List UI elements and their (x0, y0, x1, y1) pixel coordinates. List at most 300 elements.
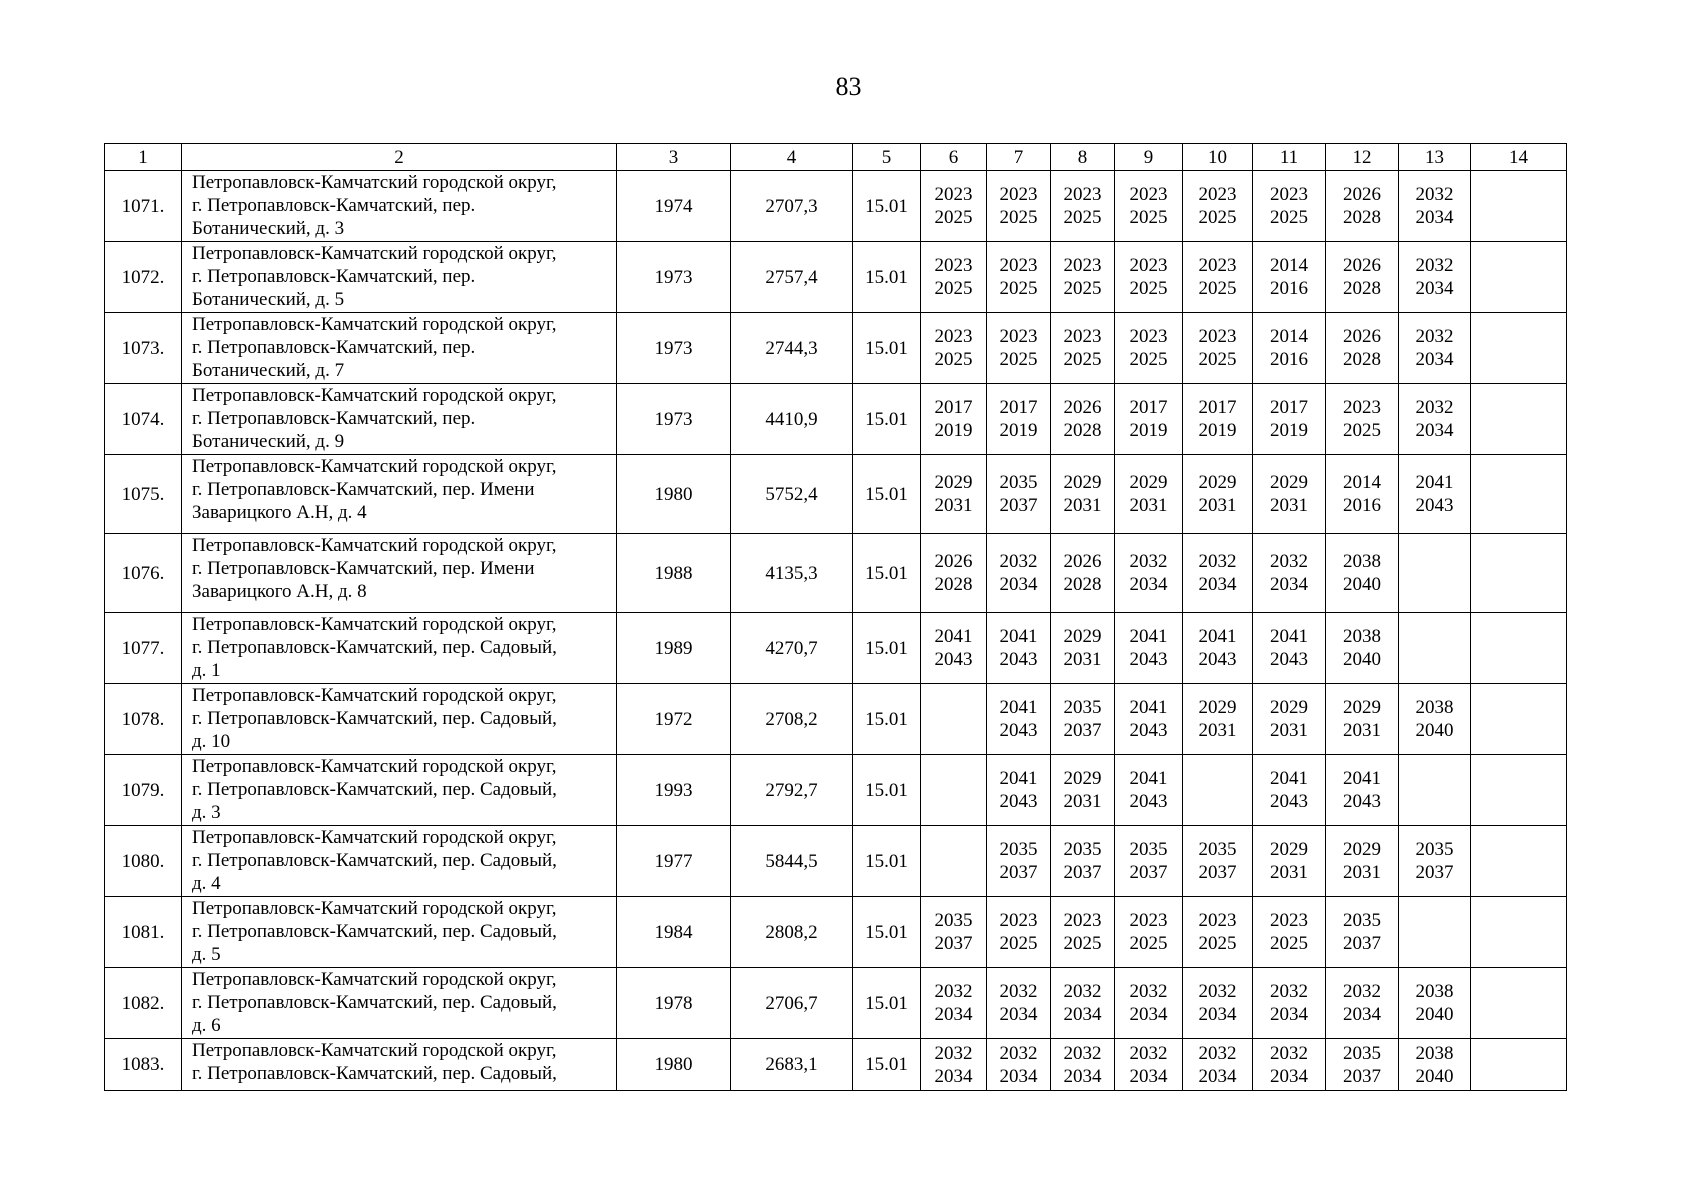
period-cell-col-6 (921, 384, 987, 455)
column-header-7: 7 (987, 144, 1051, 171)
build-year: 1993 (617, 755, 731, 826)
period-end-year: 2025 (1129, 349, 1168, 370)
address-line: Ботанический, д. 5 (192, 289, 345, 310)
period-end-year: 2034 (1270, 574, 1308, 595)
period-cell-col-13 (1399, 755, 1471, 826)
period-end-year: 2031 (1198, 495, 1237, 516)
period-cell-col-12 (1326, 313, 1399, 384)
period-end-year: 2043 (1198, 649, 1237, 670)
period-end-year: 2028 (1343, 207, 1381, 228)
period-start-year: 2041 (1270, 768, 1308, 789)
period-start-year: 2032 (1415, 397, 1454, 418)
address-line: г. Петропавловск-Камчатский, пер. (192, 195, 476, 216)
period-cell-col-12 (1326, 826, 1399, 897)
period-cell-col-7 (987, 534, 1051, 613)
total-area: 5844,5 (731, 826, 853, 897)
address-cell (182, 171, 617, 242)
address-line: г. Петропавловск-Камчатский, пер. (192, 266, 476, 287)
period-start-year: 2023 (1129, 184, 1168, 205)
period-end-year: 2025 (1063, 933, 1102, 954)
period-cell-col-10 (1183, 1039, 1253, 1091)
period-start-year: 2032 (999, 1042, 1038, 1064)
row-number: 1076. (105, 534, 182, 613)
period-end-year: 2019 (1198, 420, 1237, 441)
period-cell-col-7 (987, 242, 1051, 313)
period-cell-col-13 (1399, 171, 1471, 242)
period-start-year: 2032 (999, 551, 1038, 572)
cost-code: 15.01 (853, 171, 921, 242)
period-start-year: 2041 (1129, 697, 1168, 718)
period-end-year: 2034 (1415, 349, 1454, 370)
address-line: г. Петропавловск-Камчатский, пер. Садовый, (192, 779, 557, 800)
build-year: 1973 (617, 242, 731, 313)
cost-code: 15.01 (853, 613, 921, 684)
period-cell-col-7 (987, 826, 1051, 897)
period-cell-col-9 (1115, 1039, 1183, 1091)
period-cell-col-6 (921, 455, 987, 534)
build-year: 1980 (617, 455, 731, 534)
address-line: г. Петропавловск-Камчатский, пер. (192, 337, 476, 358)
period-start-year: 2026 (1343, 255, 1381, 276)
period-cell-col-9 (1115, 384, 1183, 455)
period-end-year: 2040 (1415, 1065, 1454, 1087)
table-row (105, 613, 1567, 684)
period-end-year: 2016 (1270, 349, 1308, 370)
period-cell-col-14 (1471, 755, 1567, 826)
period-cell-col-14 (1471, 826, 1567, 897)
period-cell-col-14 (1471, 968, 1567, 1039)
period-start-year: 2032 (1198, 551, 1237, 572)
period-end-year: 2034 (1063, 1004, 1102, 1025)
table-row (105, 313, 1567, 384)
period-start-year: 2017 (1129, 397, 1168, 418)
address-cell (182, 613, 617, 684)
period-cell-col-8 (1051, 1039, 1115, 1091)
address-line: г. Петропавловск-Камчатский, пер. (192, 408, 476, 429)
period-start-year: 2035 (934, 910, 973, 931)
period-cell-col-7 (987, 613, 1051, 684)
period-start-year: 2035 (999, 472, 1038, 493)
period-end-year: 2037 (934, 933, 973, 954)
address-line: г. Петропавловск-Камчатский, пер. Садовый, (192, 708, 557, 729)
column-header-9: 9 (1115, 144, 1183, 171)
address-line: Заварицкого А.Н, д. 8 (192, 581, 367, 602)
period-cell-col-6 (921, 826, 987, 897)
period-end-year: 2025 (999, 207, 1038, 228)
address-line: Петропавловск-Камчатский городской округ, (192, 756, 557, 777)
period-start-year: 2029 (1270, 839, 1308, 860)
period-cell-col-13 (1399, 968, 1471, 1039)
period-start-year: 2041 (1270, 626, 1308, 647)
address-line: Петропавловск-Камчатский городской округ, (192, 614, 557, 635)
period-cell-col-10 (1183, 897, 1253, 968)
period-start-year: 2038 (1415, 697, 1454, 718)
total-area: 2707,3 (731, 171, 853, 242)
build-year: 1972 (617, 684, 731, 755)
period-start-year: 2032 (1129, 551, 1168, 572)
build-year: 1988 (617, 534, 731, 613)
column-header-12: 12 (1326, 144, 1399, 171)
period-cell-col-7 (987, 171, 1051, 242)
table-body (105, 171, 1567, 1091)
period-end-year: 2043 (1270, 791, 1308, 812)
address-cell (182, 897, 617, 968)
period-start-year: 2017 (934, 397, 973, 418)
period-cell-col-8 (1051, 242, 1115, 313)
period-start-year: 2035 (1129, 839, 1168, 860)
period-end-year: 2037 (1198, 862, 1237, 883)
period-end-year: 2028 (934, 574, 973, 595)
period-start-year: 2023 (1063, 184, 1102, 205)
row-number: 1073. (105, 313, 182, 384)
period-start-year: 2032 (1415, 255, 1454, 276)
period-cell-col-13 (1399, 384, 1471, 455)
period-start-year: 2026 (1063, 397, 1102, 418)
period-end-year: 2025 (1063, 278, 1102, 299)
address-line: г. Петропавловск-Камчатский, пер. Имени (192, 558, 535, 579)
build-year: 1977 (617, 826, 731, 897)
period-start-year: 2017 (1270, 397, 1308, 418)
period-end-year: 2016 (1270, 278, 1308, 299)
period-cell-col-8 (1051, 534, 1115, 613)
address-line: д. 3 (192, 802, 221, 823)
column-header-2: 2 (182, 144, 617, 171)
period-start-year: 2026 (934, 551, 973, 572)
period-cell-col-9 (1115, 171, 1183, 242)
column-header-8: 8 (1051, 144, 1115, 171)
period-start-year: 2023 (1063, 910, 1102, 931)
period-end-year: 2025 (999, 278, 1038, 299)
period-start-year: 2029 (1129, 472, 1168, 493)
period-end-year: 2034 (1129, 574, 1168, 595)
period-start-year: 2035 (1343, 1042, 1381, 1064)
total-area: 2683,1 (731, 1039, 853, 1091)
period-cell-col-6 (921, 613, 987, 684)
period-start-year: 2032 (1198, 1042, 1237, 1064)
period-cell-col-8 (1051, 826, 1115, 897)
address-line: Петропавловск-Камчатский городской округ, (192, 1040, 557, 1061)
period-end-year: 2037 (1343, 933, 1381, 954)
period-start-year: 2032 (1063, 981, 1102, 1002)
period-start-year: 2035 (1415, 839, 1454, 860)
period-end-year: 2031 (1129, 495, 1168, 516)
period-cell-col-11 (1253, 968, 1326, 1039)
period-end-year: 2025 (1198, 207, 1237, 228)
period-cell-col-10 (1183, 755, 1253, 826)
cost-code: 15.01 (853, 1039, 921, 1091)
period-cell-col-10 (1183, 826, 1253, 897)
period-start-year: 2023 (1063, 326, 1102, 347)
period-end-year: 2031 (1270, 495, 1308, 516)
period-start-year: 2032 (1270, 1042, 1308, 1064)
period-start-year: 2032 (934, 1042, 973, 1064)
period-start-year: 2029 (1198, 472, 1237, 493)
period-start-year: 2041 (1129, 626, 1168, 647)
period-end-year: 2034 (1415, 278, 1454, 299)
address-cell (182, 968, 617, 1039)
period-start-year: 2032 (1343, 981, 1381, 1002)
period-start-year: 2023 (934, 255, 973, 276)
period-cell-col-6 (921, 534, 987, 613)
column-header-14: 14 (1471, 144, 1567, 171)
period-cell-col-11 (1253, 455, 1326, 534)
cost-code: 15.01 (853, 684, 921, 755)
period-cell-col-11 (1253, 755, 1326, 826)
period-cell-col-6 (921, 171, 987, 242)
column-header-11: 11 (1253, 144, 1326, 171)
period-start-year: 2038 (1343, 551, 1381, 572)
address-line: Петропавловск-Камчатский городской округ, (192, 172, 557, 193)
build-year: 1980 (617, 1039, 731, 1091)
period-start-year: 2026 (1063, 551, 1102, 572)
period-cell-col-7 (987, 968, 1051, 1039)
period-cell-col-12 (1326, 897, 1399, 968)
period-start-year: 2041 (1343, 768, 1381, 789)
period-cell-col-14 (1471, 897, 1567, 968)
address-line: г. Петропавловск-Камчатский, пер. Садовый, (192, 850, 557, 871)
period-end-year: 2037 (1129, 862, 1168, 883)
total-area: 2792,7 (731, 755, 853, 826)
period-start-year: 2023 (1198, 326, 1237, 347)
period-cell-col-11 (1253, 313, 1326, 384)
period-cell-col-11 (1253, 171, 1326, 242)
row-number: 1081. (105, 897, 182, 968)
period-start-year: 2026 (1343, 184, 1381, 205)
period-end-year: 2025 (1063, 207, 1102, 228)
period-cell-col-9 (1115, 313, 1183, 384)
period-start-year: 2023 (934, 184, 973, 205)
period-start-year: 2041 (1129, 768, 1168, 789)
period-cell-col-14 (1471, 534, 1567, 613)
period-cell-col-9 (1115, 242, 1183, 313)
period-end-year: 2031 (1270, 720, 1308, 741)
period-cell-col-14 (1471, 242, 1567, 313)
build-year: 1989 (617, 613, 731, 684)
period-start-year: 2029 (1270, 472, 1308, 493)
period-cell-col-10 (1183, 968, 1253, 1039)
period-end-year: 2034 (1198, 574, 1237, 595)
period-start-year: 2023 (1129, 910, 1168, 931)
row-number: 1082. (105, 968, 182, 1039)
total-area: 2706,7 (731, 968, 853, 1039)
build-year: 1973 (617, 313, 731, 384)
period-start-year: 2029 (1270, 697, 1308, 718)
period-cell-col-8 (1051, 755, 1115, 826)
address-line: г. Петропавловск-Камчатский, пер. Садовый, (192, 1063, 557, 1084)
address-line: Петропавловск-Камчатский городской округ, (192, 685, 557, 706)
row-number: 1080. (105, 826, 182, 897)
row-number: 1072. (105, 242, 182, 313)
period-start-year: 2038 (1343, 626, 1381, 647)
period-cell-col-11 (1253, 1039, 1326, 1091)
period-start-year: 2023 (1129, 255, 1168, 276)
period-cell-col-7 (987, 755, 1051, 826)
table-row (105, 171, 1567, 242)
period-end-year: 2031 (1198, 720, 1237, 741)
period-cell-col-10 (1183, 242, 1253, 313)
table-row (105, 455, 1567, 534)
period-cell-col-14 (1471, 384, 1567, 455)
period-end-year: 2019 (999, 420, 1038, 441)
address-line: Петропавловск-Камчатский городской округ, (192, 535, 557, 556)
period-cell-col-7 (987, 897, 1051, 968)
period-cell-col-6 (921, 313, 987, 384)
period-end-year: 2025 (934, 278, 973, 299)
period-cell-col-14 (1471, 684, 1567, 755)
period-cell-col-10 (1183, 455, 1253, 534)
period-end-year: 2034 (1198, 1004, 1237, 1025)
period-start-year: 2029 (1343, 839, 1381, 860)
period-cell-col-9 (1115, 455, 1183, 534)
cost-code: 15.01 (853, 534, 921, 613)
total-area: 4410,9 (731, 384, 853, 455)
period-cell-col-9 (1115, 826, 1183, 897)
period-end-year: 2019 (934, 420, 973, 441)
period-end-year: 2031 (1063, 791, 1102, 812)
table-row (105, 1039, 1567, 1091)
address-line: г. Петропавловск-Камчатский, пер. Садовый, (192, 921, 557, 942)
period-end-year: 2037 (1343, 1065, 1381, 1087)
period-end-year: 2043 (1343, 791, 1381, 812)
period-cell-col-11 (1253, 613, 1326, 684)
period-start-year: 2014 (1343, 472, 1381, 493)
period-end-year: 2043 (1129, 649, 1168, 670)
period-cell-col-11 (1253, 826, 1326, 897)
column-header-4: 4 (731, 144, 853, 171)
period-cell-col-10 (1183, 684, 1253, 755)
period-end-year: 2034 (934, 1065, 973, 1087)
period-start-year: 2029 (1343, 697, 1381, 718)
period-end-year: 2016 (1343, 495, 1381, 516)
period-start-year: 2035 (999, 839, 1038, 860)
period-cell-col-14 (1471, 313, 1567, 384)
period-start-year: 2023 (1198, 184, 1237, 205)
period-end-year: 2043 (999, 791, 1038, 812)
period-start-year: 2038 (1415, 981, 1454, 1002)
period-end-year: 2025 (1198, 278, 1237, 299)
period-cell-col-13 (1399, 897, 1471, 968)
period-end-year: 2034 (934, 1004, 973, 1025)
period-start-year: 2032 (1129, 981, 1168, 1002)
period-cell-col-10 (1183, 171, 1253, 242)
total-area: 2808,2 (731, 897, 853, 968)
column-header-13: 13 (1399, 144, 1471, 171)
table-row (105, 684, 1567, 755)
period-cell-col-8 (1051, 684, 1115, 755)
period-start-year: 2023 (1198, 255, 1237, 276)
period-end-year: 2043 (1129, 720, 1168, 741)
table-row (105, 242, 1567, 313)
period-start-year: 2032 (1415, 326, 1454, 347)
period-start-year: 2014 (1270, 255, 1308, 276)
period-start-year: 2035 (1198, 839, 1237, 860)
period-start-year: 2017 (1198, 397, 1237, 418)
total-area: 5752,4 (731, 455, 853, 534)
period-cell-col-14 (1471, 171, 1567, 242)
period-end-year: 2034 (999, 1065, 1038, 1087)
cost-code: 15.01 (853, 384, 921, 455)
address-line: г. Петропавловск-Камчатский, пер. Садовый, (192, 637, 557, 658)
period-start-year: 2023 (999, 326, 1038, 347)
period-cell-col-6 (921, 1039, 987, 1091)
period-end-year: 2040 (1415, 1004, 1454, 1025)
period-end-year: 2043 (1415, 495, 1454, 516)
row-number: 1083. (105, 1039, 182, 1091)
period-end-year: 2034 (999, 1004, 1038, 1025)
cost-code: 15.01 (853, 242, 921, 313)
period-start-year: 2032 (1270, 981, 1308, 1002)
period-start-year: 2017 (999, 397, 1038, 418)
period-end-year: 2043 (1270, 649, 1308, 670)
period-cell-col-11 (1253, 242, 1326, 313)
period-cell-col-14 (1471, 1039, 1567, 1091)
period-cell-col-8 (1051, 968, 1115, 1039)
period-cell-col-7 (987, 1039, 1051, 1091)
period-cell-col-11 (1253, 534, 1326, 613)
period-end-year: 2025 (1270, 933, 1308, 954)
period-end-year: 2034 (1270, 1004, 1308, 1025)
period-start-year: 2029 (1063, 768, 1102, 789)
period-cell-col-6 (921, 684, 987, 755)
period-cell-col-12 (1326, 384, 1399, 455)
cost-code: 15.01 (853, 755, 921, 826)
period-start-year: 2026 (1343, 326, 1381, 347)
period-end-year: 2034 (1198, 1065, 1237, 1087)
period-cell-col-10 (1183, 534, 1253, 613)
period-cell-col-7 (987, 384, 1051, 455)
period-end-year: 2043 (1129, 791, 1168, 812)
total-area: 4135,3 (731, 534, 853, 613)
period-cell-col-10 (1183, 613, 1253, 684)
address-line: Петропавловск-Камчатский городской округ, (192, 385, 557, 406)
period-end-year: 2037 (1063, 720, 1102, 741)
period-cell-col-8 (1051, 171, 1115, 242)
period-start-year: 2023 (1063, 255, 1102, 276)
address-line: Ботанический, д. 7 (192, 360, 345, 381)
total-area: 2757,4 (731, 242, 853, 313)
table-row (105, 968, 1567, 1039)
period-cell-col-12 (1326, 613, 1399, 684)
period-cell-col-8 (1051, 313, 1115, 384)
period-start-year: 2032 (1063, 1042, 1102, 1064)
period-end-year: 2025 (1129, 207, 1168, 228)
period-end-year: 2025 (1343, 420, 1381, 441)
build-year: 1974 (617, 171, 731, 242)
period-end-year: 2037 (1415, 862, 1454, 883)
address-line: Петропавловск-Камчатский городской округ, (192, 827, 557, 848)
period-cell-col-9 (1115, 755, 1183, 826)
period-end-year: 2025 (999, 349, 1038, 370)
period-cell-col-9 (1115, 897, 1183, 968)
period-start-year: 2032 (1270, 551, 1308, 572)
period-start-year: 2035 (1063, 839, 1102, 860)
period-start-year: 2023 (1198, 910, 1237, 931)
period-start-year: 2035 (1063, 697, 1102, 718)
address-line: Петропавловск-Камчатский городской округ, (192, 243, 557, 264)
build-year: 1973 (617, 384, 731, 455)
period-start-year: 2032 (999, 981, 1038, 1002)
total-area: 2708,2 (731, 684, 853, 755)
period-end-year: 2031 (1063, 649, 1102, 670)
period-end-year: 2031 (1343, 862, 1381, 883)
address-line: Петропавловск-Камчатский городской округ, (192, 456, 557, 477)
period-end-year: 2040 (1415, 720, 1454, 741)
period-start-year: 2041 (999, 697, 1038, 718)
period-end-year: 2034 (1415, 420, 1454, 441)
period-start-year: 2029 (934, 472, 973, 493)
period-start-year: 2029 (1063, 472, 1102, 493)
period-start-year: 2038 (1415, 1042, 1454, 1064)
